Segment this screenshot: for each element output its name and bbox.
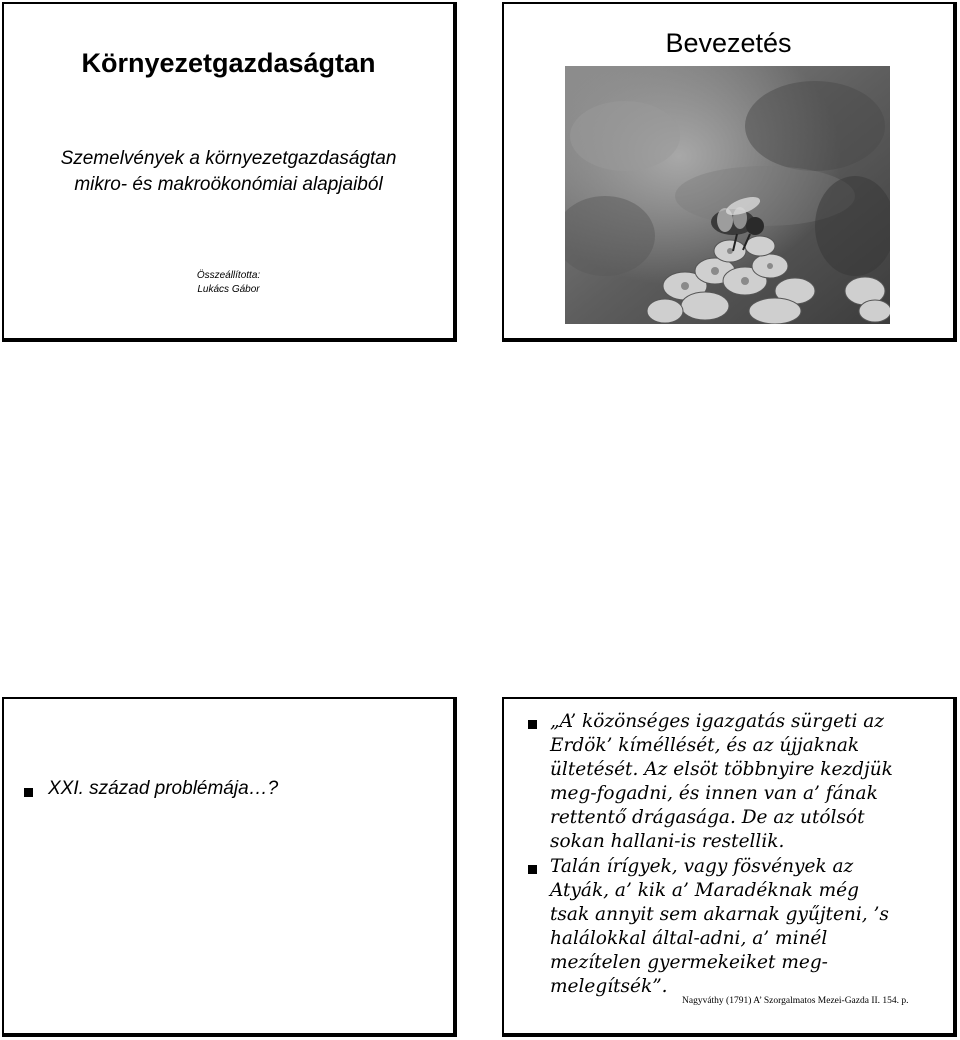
quote-line: rettentő drágasága. De az utólsót: [550, 807, 865, 828]
quote-line: meg-fogadni, és innen van a’ fának: [550, 783, 878, 804]
quote-line: ültetését. Az elsöt többnyire kezdjük: [550, 759, 893, 780]
slide-question: [2, 697, 457, 1037]
slide-introduction-heading: Bevezetés: [665, 28, 792, 58]
citation: Nagyváthy (1791) A’ Szorgalmatos Mezei-Gazda II. 154. p.: [682, 996, 909, 1006]
quote-line: „A’ közönséges igazgatás sürgeti az: [550, 711, 885, 732]
quote-paragraph-1: [550, 710, 950, 854]
bullet-square-icon: [528, 720, 537, 729]
quote-line: mezítelen gyermekeiket meg-: [550, 952, 828, 973]
quote-line: Talán írígyek, vagy fösvények az: [550, 856, 854, 877]
subtitle-line-1: Szemelvények a környezetgazdaságtan: [60, 148, 397, 169]
subtitle-line-2: mikro- és makroökonómiai alapjaiból: [74, 174, 383, 195]
slide-title: [2, 2, 457, 342]
quote-line: tsak annyit sem akarnak gyűjteni, ’s: [550, 904, 889, 925]
quote-line: Erdök’ kíméllését, és az újjaknak: [550, 735, 860, 756]
bullet-square-icon: [24, 788, 33, 797]
author-credit: [4, 269, 453, 297]
slide-introduction: [502, 2, 957, 342]
bee-on-flowers-photo: [565, 66, 890, 324]
quote-line: halálokkal által-adni, a’ minél: [550, 928, 828, 949]
quote-paragraph-2: [550, 855, 950, 999]
bullet-text: XXI. század problémája…?: [48, 778, 279, 799]
author-name: Lukács Gábor: [197, 284, 260, 295]
quote-line: sokan hallani-is restellik.: [550, 831, 785, 852]
compiled-label: Összeállította:: [196, 270, 261, 281]
bullet-square-icon: [528, 865, 537, 874]
slide-quote: [502, 697, 957, 1037]
slide-subtitle: [4, 146, 453, 198]
slide-title-heading: Környezetgazdaságtan: [81, 48, 376, 78]
quote-line: melegítsék”.: [550, 976, 668, 997]
quote-line: Atyák, a’ kik a’ Maradéknak még: [550, 880, 859, 901]
